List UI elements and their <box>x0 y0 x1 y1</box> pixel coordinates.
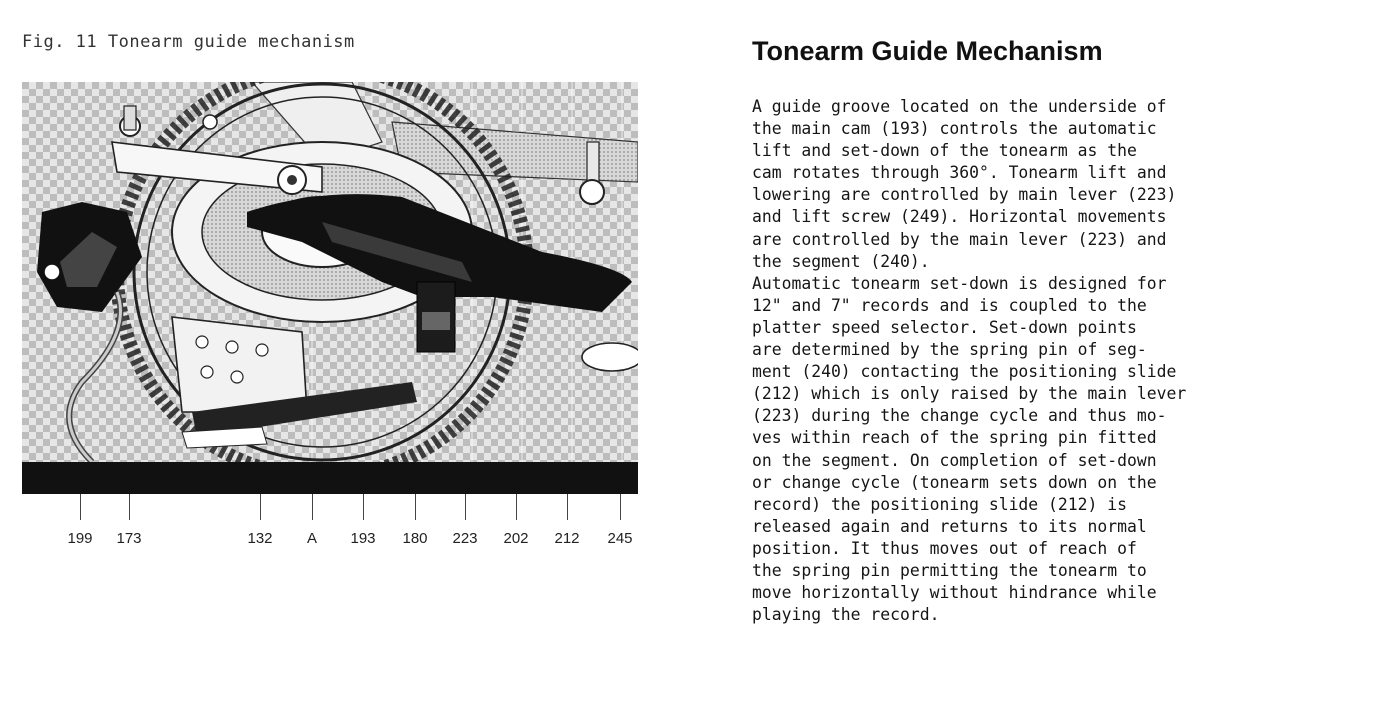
body-line: Automatic tonearm set-down is designed for <box>752 273 1167 293</box>
callout-label: 212 <box>554 530 580 547</box>
body-line: or change cycle (tonearm sets down on the <box>752 472 1157 492</box>
callout-label: 202 <box>503 530 529 547</box>
body-line: 12" and 7" records and is coupled to the <box>752 295 1147 315</box>
body-line: are controlled by the main lever (223) and <box>752 229 1167 249</box>
article-body <box>752 96 1392 626</box>
body-line: platter speed selector. Set-down points <box>752 317 1137 337</box>
body-line: lift and set-down of the tonearm as the <box>752 141 1137 161</box>
body-line: ment (240) contacting the positioning slide <box>752 362 1177 382</box>
body-line: (212) which is only raised by the main lever <box>752 384 1187 404</box>
callout-leader <box>567 494 568 520</box>
callout-label: A <box>306 530 318 547</box>
callout-label: 173 <box>116 530 142 547</box>
body-line: move horizontally without hindrance while <box>752 583 1157 603</box>
body-line: the spring pin permitting the tonearm to <box>752 560 1147 580</box>
callout-leader <box>80 494 81 520</box>
body-line: record) the positioning slide (212) is <box>752 494 1127 514</box>
callout-label: 193 <box>350 530 376 547</box>
callout-leader <box>415 494 416 520</box>
callout-label: 199 <box>67 530 93 547</box>
body-line: ves within reach of the spring pin fitted <box>752 428 1157 448</box>
body-line: cam rotates through 360°. Tonearm lift and <box>752 163 1167 183</box>
body-line: A guide groove located on the underside of <box>752 97 1167 116</box>
article-title: Tonearm Guide Mechanism <box>752 36 1103 66</box>
body-line: on the segment. On completion of set-down <box>752 450 1157 470</box>
body-line: and lift screw (249). Horizontal movements <box>752 207 1167 227</box>
callout-leader <box>620 494 621 520</box>
callout-label: 223 <box>452 530 478 547</box>
body-line: the main cam (193) controls the automatic <box>752 119 1157 139</box>
callout-leader <box>363 494 364 520</box>
callout-label: 245 <box>607 530 633 547</box>
body-line: playing the record. <box>752 605 940 625</box>
callout-leader <box>129 494 130 520</box>
callout-label: 132 <box>247 530 273 547</box>
body-line: lowering are controlled by main lever (223) <box>752 185 1177 205</box>
callout-leader <box>260 494 261 520</box>
body-line: are determined by the spring pin of seg- <box>752 340 1147 360</box>
callout-leader <box>312 494 313 520</box>
figure-caption: Fig. 11 Tonearm guide mechanism <box>22 32 355 52</box>
body-line: position. It thus moves out of reach of <box>752 538 1137 558</box>
body-line: released again and returns to its normal <box>752 516 1147 536</box>
body-line: (223) during the change cycle and thus mo- <box>752 406 1167 426</box>
callout-label: 180 <box>402 530 428 547</box>
body-line: the segment (240). <box>752 251 930 271</box>
callout-leader <box>516 494 517 520</box>
tonearm-mechanism-illustration <box>22 82 638 494</box>
callout-leader <box>465 494 466 520</box>
callout-numbers <box>22 494 638 554</box>
